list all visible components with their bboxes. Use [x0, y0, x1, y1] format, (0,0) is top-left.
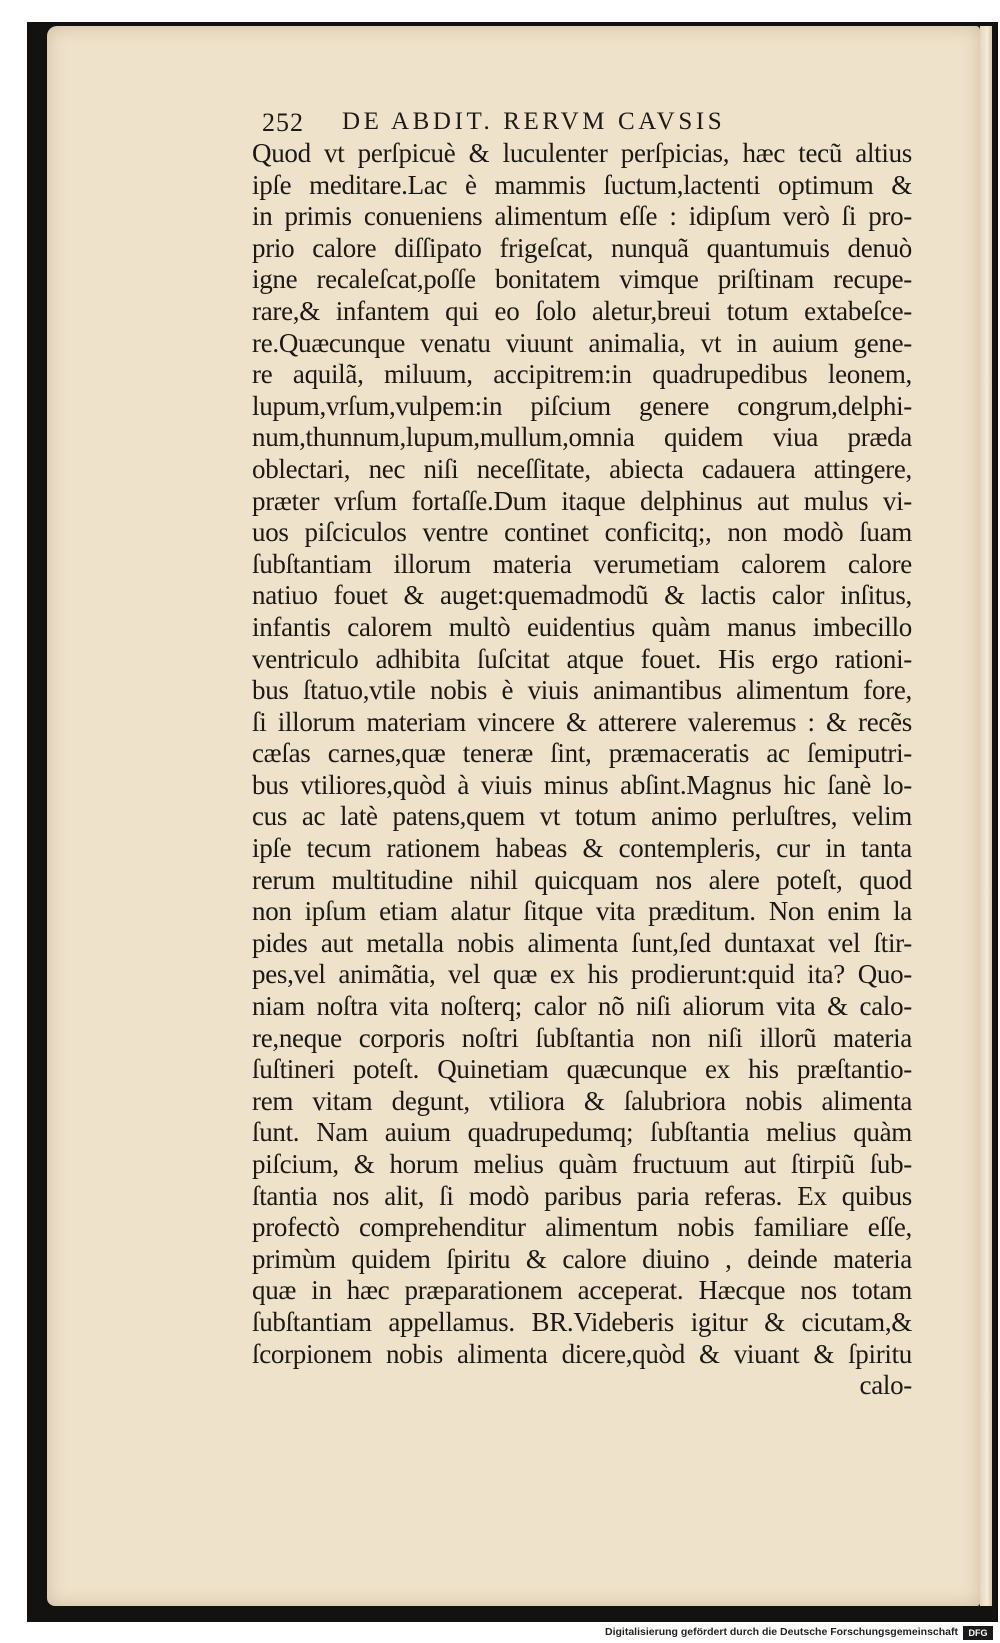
text-line: infantis calorem multò euidentius quàm manus imbecillo — [252, 611, 912, 642]
text-line: bus ſtatuo,vtile nobis è viuis animantibus alimentum fore, — [252, 675, 912, 706]
text-line: uos piſciculos ventre continet conficitq;, non modò ſuam — [252, 517, 912, 548]
text-line: igne recaleſcat,poſſe bonitatem vimque priſtinam recupe- — [252, 264, 912, 295]
text-line: rem vitam degunt, vtiliora & ſalubriora nobis alimenta — [252, 1085, 912, 1116]
text-line: re,neque corporis noſtri ſubſtantia non niſi illorũ materia — [252, 1022, 912, 1053]
footer-bar — [0, 1625, 1000, 1643]
text-line: cæſas carnes,quæ teneræ ſint, præmaceratis ac ſemiputri- — [252, 738, 912, 769]
text-line: piſcium, & horum melius quàm fructuum aut ſtirpiũ ſub- — [252, 1149, 912, 1179]
text-line: ipſe tecum rationem habeas & contempleris, cur in tanta — [252, 833, 912, 864]
text-line: præter vrſum fortaſſe.Dum itaque delphinus aut mulus vi- — [252, 485, 912, 516]
text-line: pes,vel animãtia, vel quæ ex his prodierunt:quid ita? Quo- — [252, 959, 912, 990]
text-line: oblectari, nec niſi neceſſitate, abiecta cadauera attingere, — [252, 453, 912, 484]
catchword: calo- — [859, 1370, 912, 1401]
text-line: ſuſtineri poteſt. Quinetiam quæcunque ex his præſtantio- — [252, 1054, 912, 1085]
body-text — [252, 138, 912, 1402]
text-line: ſtantia nos alit, ſi modò paribus paria referas. Ex quibus — [252, 1180, 912, 1211]
text-line: ſubſtantiam appellamus. BR.Videberis igitur & cicutam,& — [252, 1306, 912, 1337]
text-line: natiuo fouet & auget:quemadmodũ & lactis calor inſitus, — [252, 580, 912, 611]
funding-credit: Digitalisierung gefördert durch die Deutsche Forschungsgemeinschaft — [605, 1626, 958, 1638]
text-line: rerum multitudine nihil quicquam nos alere poteſt, quod — [252, 864, 912, 895]
text-line: bus vtiliores,quòd à viuis minus abſint.Magnus hic ſanè lo- — [252, 769, 912, 800]
text-line: ipſe meditare.Lac è mammis ſuctum,lactenti optimum & — [252, 169, 912, 200]
text-line: ventriculo adhibita ſuſcitat atque fouet. His ergo rationi- — [252, 643, 912, 674]
text-line: ſcorpionem nobis alimenta dicere,quòd & viuant & ſpiritu — [252, 1338, 912, 1369]
text-line: num,thunnum,lupum,mullum,omnia quidem viua præda — [252, 422, 912, 453]
dfg-logo: DFG — [963, 1626, 993, 1640]
text-line: ſubſtantiam illorum materia verumetiam calorem calore — [252, 548, 912, 579]
text-line: quæ in hæc præparationem acceperat. Hæcque nos totam — [252, 1275, 912, 1306]
text-line: prio calore diſſipato frigeſcat, nunquã quantumuis denuò — [252, 232, 912, 263]
text-line: rare,& infantem qui eo ſolo aletur,breui totum extabeſce- — [252, 295, 912, 326]
text-line: cus ac latè patens,quem vt totum animo perluſtres, velim — [252, 801, 912, 832]
text-line: pides aut metalla nobis alimenta ſunt,ſed duntaxat vel ſtir- — [252, 927, 912, 958]
page-edge — [980, 26, 992, 1606]
text-line: re.Quæcunque venatu viuunt animalia, vt in auium gene- — [252, 327, 912, 358]
text-line: primùm quidem ſpiritu & calore diuino , deinde materia — [252, 1243, 912, 1274]
text-line: lupum,vrſum,vulpem:in piſcium genere congrum,delphi- — [252, 390, 912, 421]
text-line: re aquilã, miluum, accipitrem:in quadrupedibus leonem, — [252, 359, 912, 390]
text-line: niam noſtra vita noſterq; calor nõ niſi aliorum vita & calo- — [252, 991, 912, 1022]
running-title: DE ABDIT. RERVM CAVSIS — [342, 108, 726, 135]
text-line: non ipſum etiam alatur ſitque vita præditum. Non enim la — [252, 896, 912, 927]
text-line: in primis conueniens alimentum eſſe : idipſum verò ſi pro- — [252, 201, 912, 232]
text-line: ſunt. Nam auium quadrupedumq; ſubſtantia melius quàm — [252, 1117, 912, 1148]
text-line: profectò comprehenditur alimentum nobis familiare eſſe, — [252, 1212, 912, 1243]
page-number: 252 — [262, 108, 304, 137]
text-line: Quod vt perſpicuè & luculenter perſpicias, hæc tecũ altius — [252, 138, 912, 168]
text-line: ſi illorum materiam vincere & atterere valeremus : & recẽs — [252, 706, 912, 737]
